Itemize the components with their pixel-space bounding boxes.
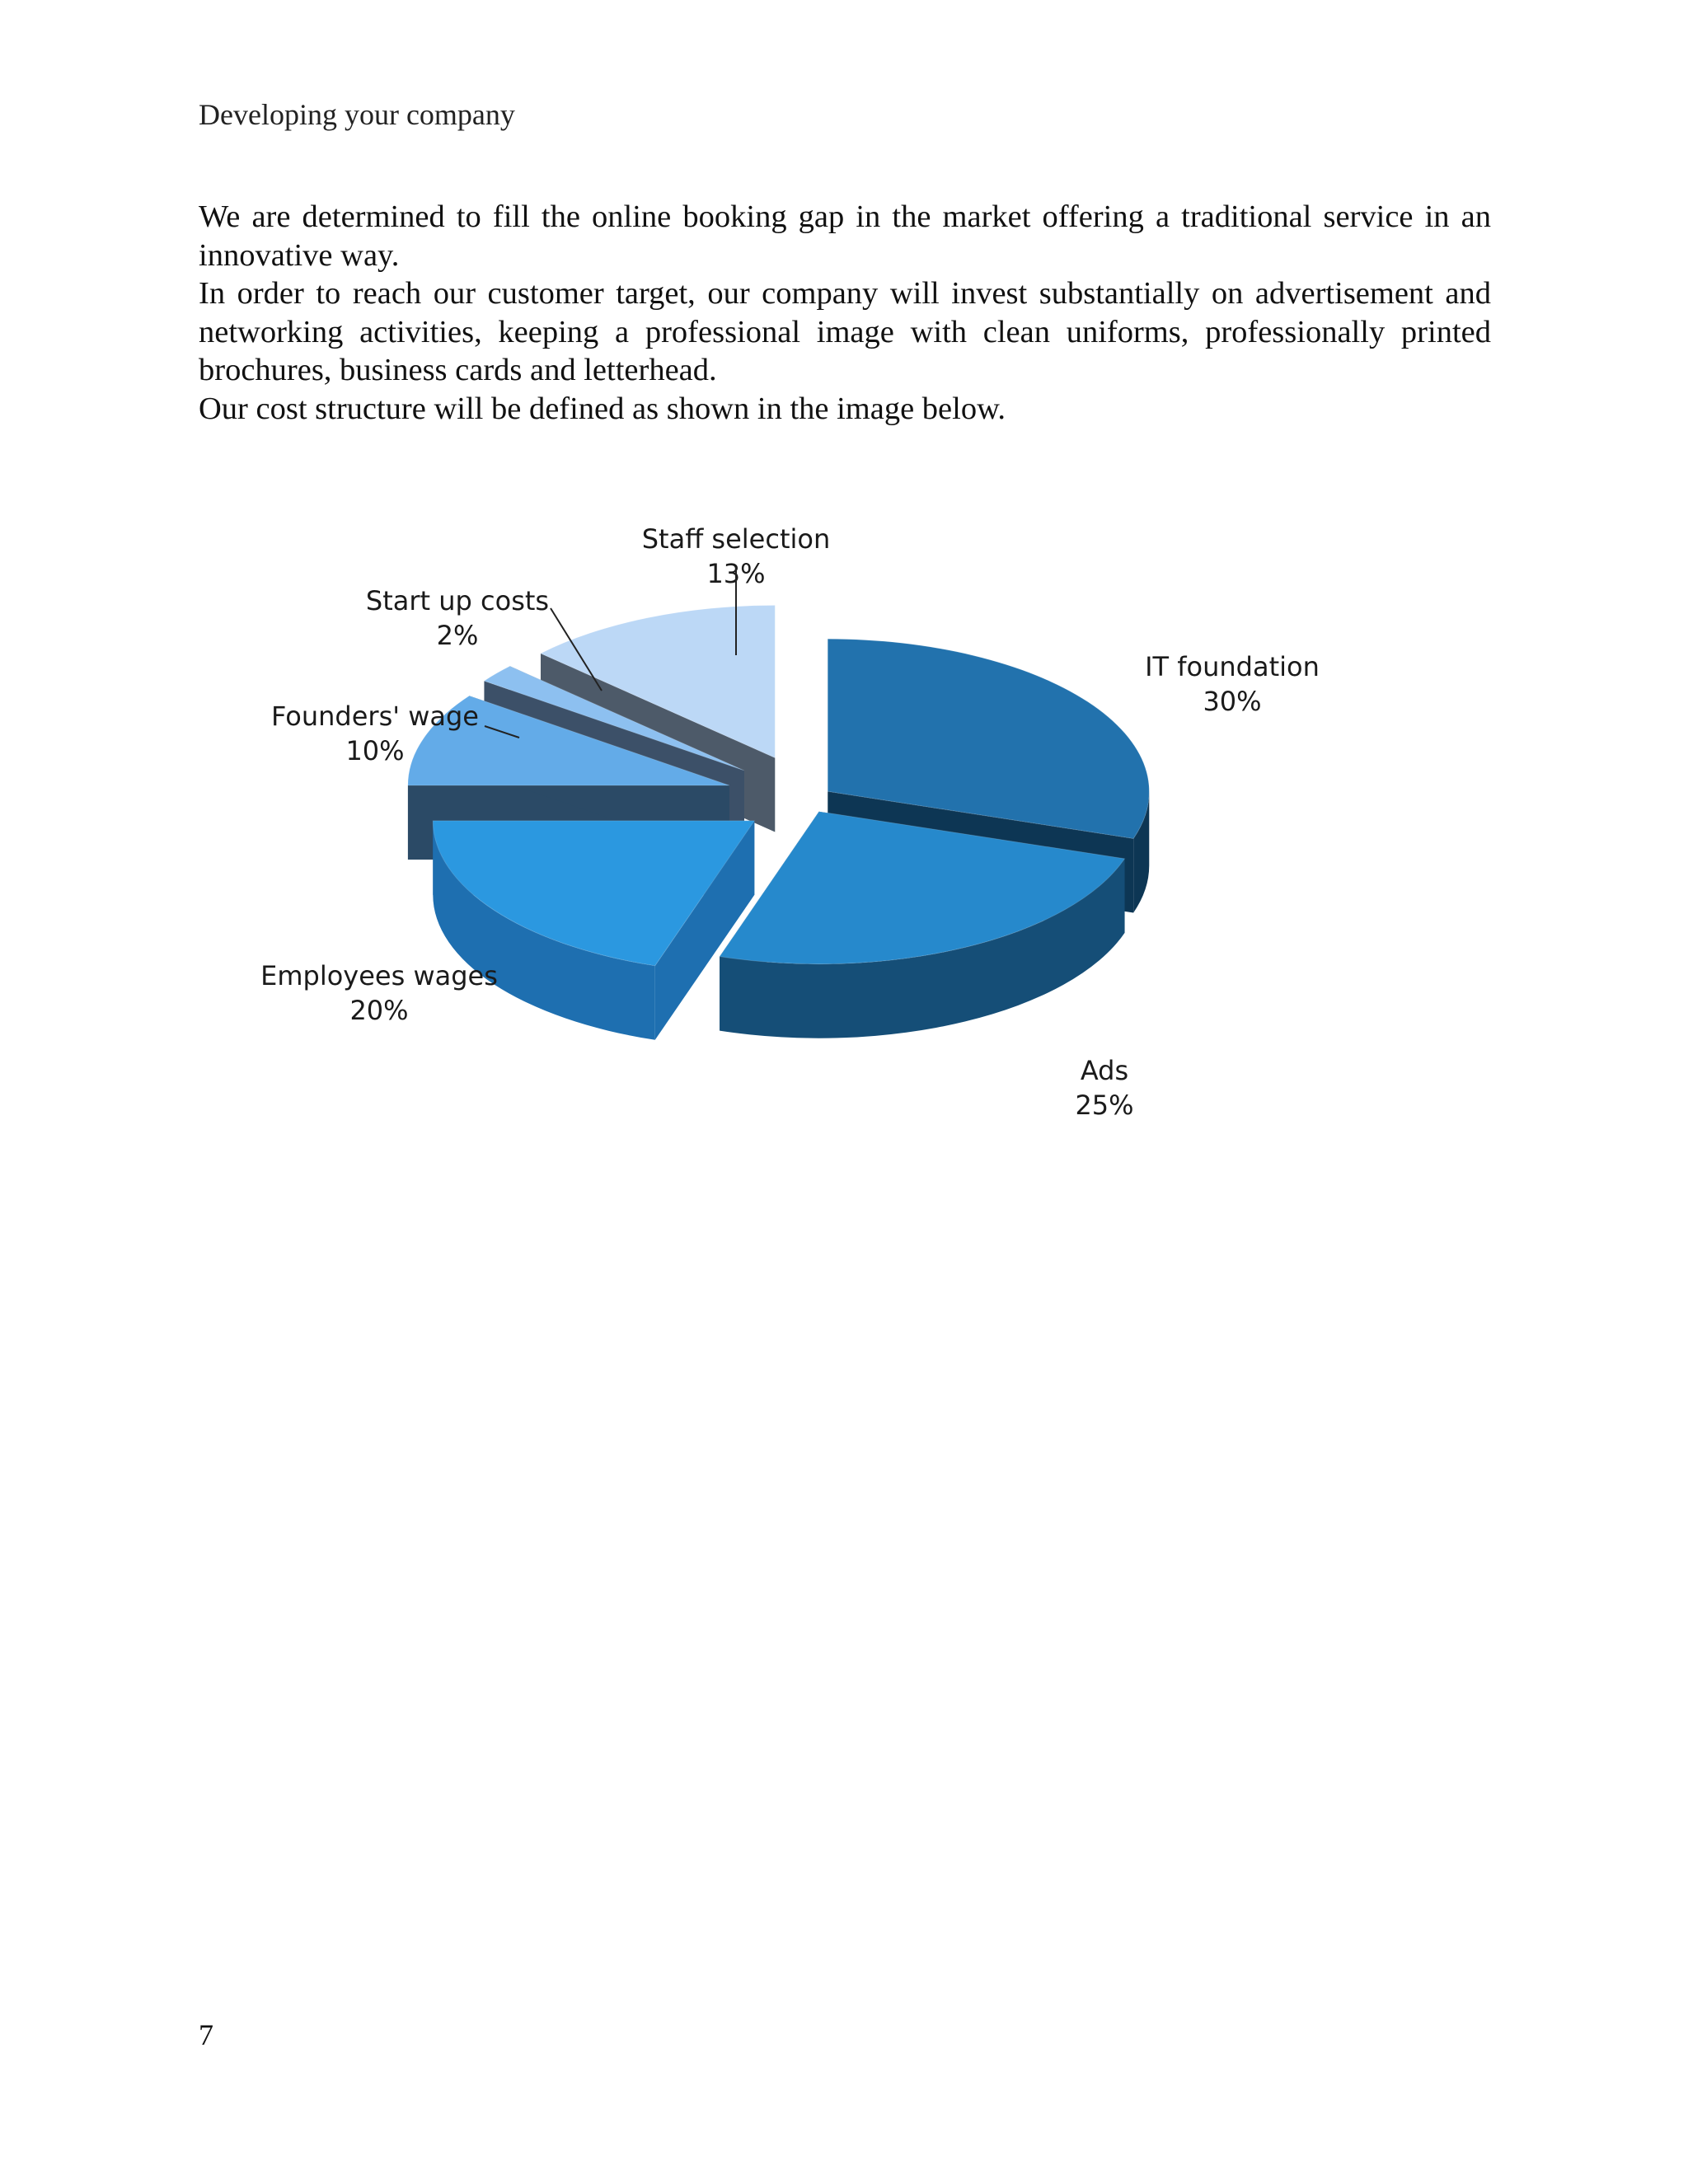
slice-label-value: 2% [436, 620, 479, 651]
pie-chart-svg [247, 511, 1360, 1154]
slice-label-name: Founders' wage [271, 701, 479, 732]
paragraph: We are determined to fill the online booking gap in the market offering a traditional service in an innovative way. [199, 199, 1491, 273]
pie-slice-employees-wages [433, 821, 754, 1040]
slice-label-name: Staff selection [641, 523, 831, 555]
slice-label-name: Ads [1080, 1055, 1129, 1086]
running-header: Developing your company [199, 98, 515, 131]
paragraph: In order to reach our customer target, our company will invest substantially on advertisement and networking activities, keeping a professional image with clean uniforms, professionally printed brochures, business cards and letterhead. [199, 276, 1491, 387]
slice-label-value: 30% [1203, 686, 1262, 717]
paragraph: Our cost structure will be defined as shown in the image below. [199, 391, 1006, 426]
body-text [199, 198, 1491, 428]
cost-structure-pie-chart [247, 511, 1360, 1154]
slice-label-name: IT foundation [1145, 651, 1320, 682]
slice-label-value: 25% [1075, 1090, 1134, 1121]
slice-label-value: 20% [349, 995, 409, 1026]
slice-label-name: Employees wages [260, 960, 498, 991]
slice-label-name: Start up costs [365, 585, 550, 616]
page-number: 7 [199, 2018, 213, 2051]
slice-label-value: 13% [706, 558, 766, 589]
slice-label-value: 10% [345, 735, 405, 766]
